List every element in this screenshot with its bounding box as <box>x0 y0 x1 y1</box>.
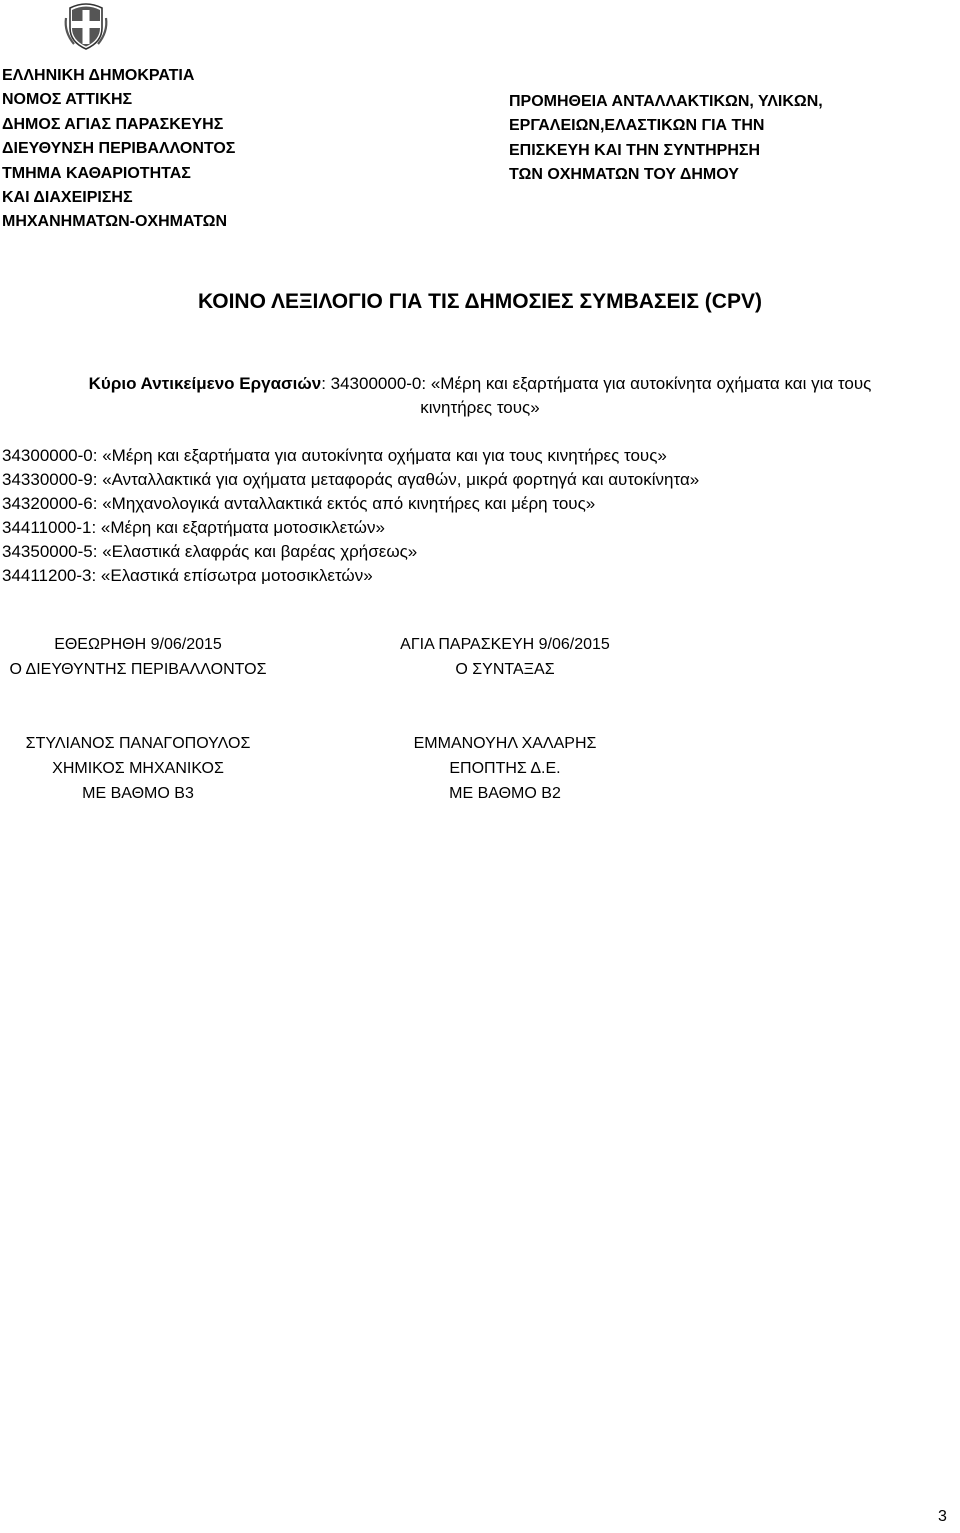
approver-grade: ΜΕ ΒΑΘΜΟ Β3 <box>82 785 194 802</box>
cpv-heading: ΚΟΙΝΟ ΛΕΞΙΛΟΓΙΟ ΓΙΑ ΤΙΣ ΔΗΜΟΣΙΕΣ ΣΥΜΒΑΣΕΙΣ (CPV) <box>198 290 762 313</box>
cpv-code-item: 34330000-9: «Ανταλλακτικά για οχήματα μεταφοράς αγαθών, μικρά φορτηγά και αυτοκίνητα» <box>2 470 700 489</box>
compiler-name: ΕΜΜΑΝΟΥΗΛ ΧΑΛΑΡΗΣ <box>413 735 597 752</box>
approver-title: ΧΗΜΙΚΟΣ ΜΗΧΑΝΙΚΟΣ <box>52 760 224 777</box>
subject-line-2: κινητήρες τους» <box>420 398 540 417</box>
main-subject <box>0 372 960 420</box>
subject-label: Κύριο Αντικείμενο Εργασιών <box>88 374 322 393</box>
approver-role: Ο ΔΙΕΥΘΥΝΤΗΣ ΠΕΡΙΒΑΛΛΟΝΤΟΣ <box>9 661 267 678</box>
compiler-title: ΕΠΟΠΤΗΣ Δ.Ε. <box>449 760 561 777</box>
header-line: ΔΙΕΥΘΥΝΣΗ ΠΕΡΙΒΑΛΛΟΝΤΟΣ <box>2 140 236 158</box>
compiler-date: ΑΓΙΑ ΠΑΡΑΣΚΕΥΗ 9/06/2015 <box>400 636 610 653</box>
issuer-header <box>2 64 235 235</box>
cpv-code-item: 34411000-1: «Μέρη και εξαρτήματα μοτοσικλετών» <box>2 518 385 537</box>
cpv-code-list <box>2 444 699 588</box>
header-line: ΜΗΧΑΝΗΜΑΤΩΝ-ΟΧΗΜΑΤΩΝ <box>2 213 228 231</box>
subject-line-1 <box>0 372 960 396</box>
title-line: ΠΡΟΜΗΘΕΙΑ ΑΝΤΑΛΛΑΚΤΙΚΩΝ, ΥΛΙΚΩΝ, <box>509 93 823 110</box>
header-line: ΔΗΜΟΣ ΑΓΙΑΣ ΠΑΡΑΣΚΕΥΗΣ <box>2 115 224 133</box>
greek-crest-icon <box>62 2 110 50</box>
cpv-code-item: 34411200-3: «Ελαστικά επίσωτρα μοτοσικλετών» <box>2 566 373 585</box>
procurement-title <box>509 90 823 188</box>
page-number: 3 <box>938 1508 947 1525</box>
title-line: ΕΡΓΑΛΕΙΩΝ,ΕΛΑΣΤΙΚΩΝ ΓΙΑ ΤΗΝ <box>509 117 765 135</box>
header-line: ΤΜΗΜΑ ΚΑΘΑΡΙΟΤΗΤΑΣ <box>2 164 191 182</box>
title-line: ΤΩΝ ΟΧΗΜΑΤΩΝ ΤΟΥ ΔΗΜΟΥ <box>509 166 739 184</box>
header-line: ΕΛΛΗΝΙΚΗ ΔΗΜΟΚΡΑΤΙΑ <box>2 67 195 84</box>
approval-date: ΕΘΕΩΡΗΘΗ 9/06/2015 <box>54 636 222 653</box>
cpv-code-item: 34300000-0: «Μέρη και εξαρτήματα για αυτοκίνητα οχήματα και για τους κινητήρες τους» <box>2 446 667 465</box>
header-line: ΚΑΙ ΔΙΑΧΕΙΡΙΣΗΣ <box>2 189 133 207</box>
compiler-grade: ΜΕ ΒΑΘΜΟ Β2 <box>449 785 561 802</box>
header-line: ΝΟΜΟΣ ΑΤΤΙΚΗΣ <box>2 91 133 109</box>
cpv-code-item: 34320000-6: «Μηχανολογικά ανταλλακτικά εκτός από κινητήρες και μέρη τους» <box>2 494 596 513</box>
cpv-code-item: 34350000-5: «Ελαστικά ελαφράς και βαρέας χρήσεως» <box>2 542 418 561</box>
approver-name: ΣΤΥΛΙΑΝΟΣ ΠΑΝΑΓΟΠΟΥΛΟΣ <box>25 735 251 752</box>
compiler-role: Ο ΣΥΝΤΑΞΑΣ <box>455 661 555 678</box>
subject-text: : 34300000-0: «Μέρη και εξαρτήματα για αυτοκίνητα οχήματα και για τους <box>321 374 872 393</box>
title-line: ΕΠΙΣΚΕΥΗ ΚΑΙ ΤΗΝ ΣΥΝΤΗΡΗΣΗ <box>509 141 761 159</box>
